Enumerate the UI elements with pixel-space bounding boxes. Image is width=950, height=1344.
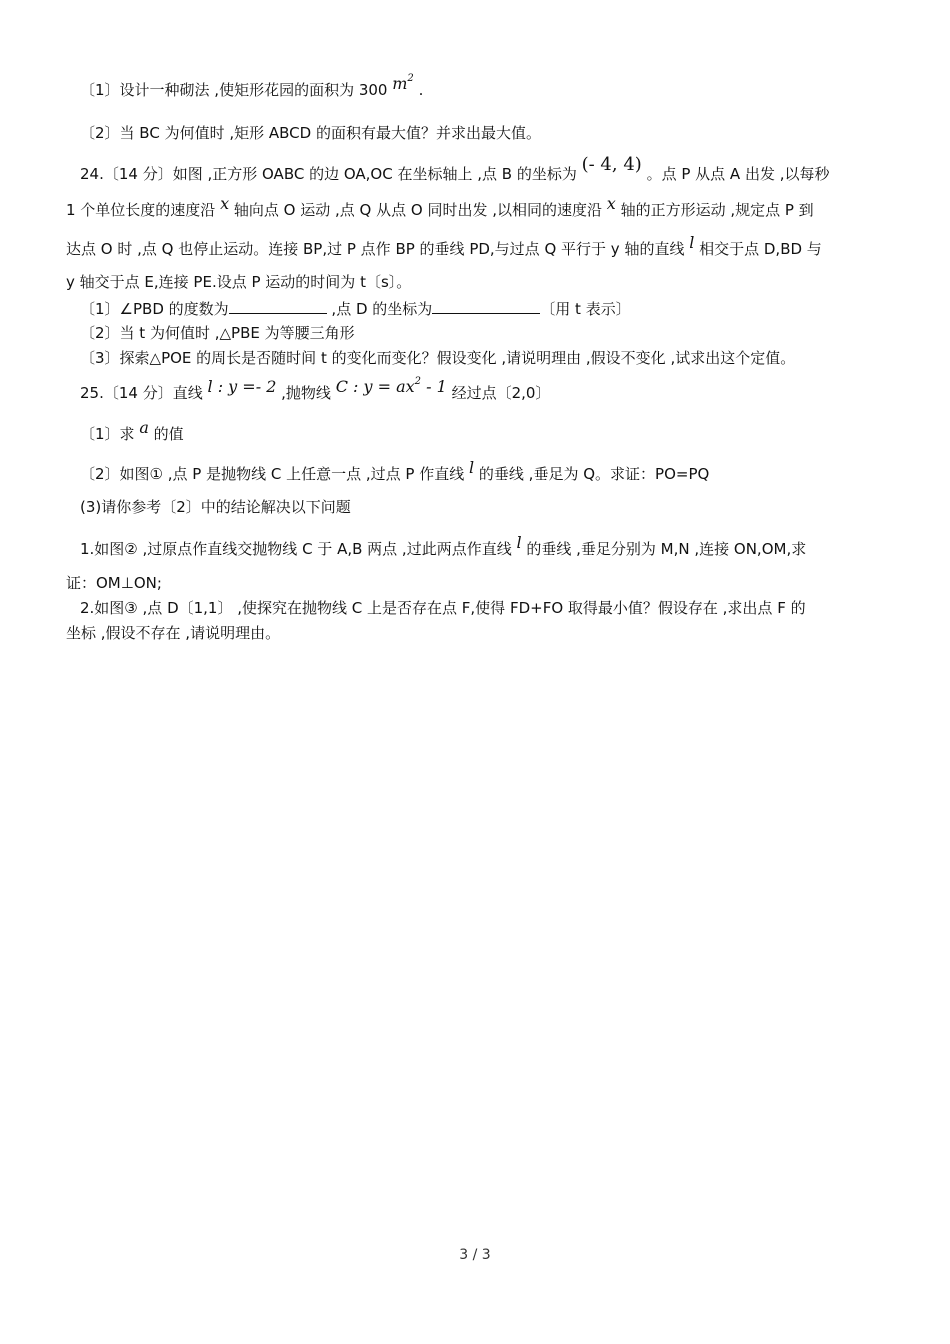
math-var: l — [469, 458, 475, 477]
text-run: 轴的正方形运动 ,规定点 P 到 — [615, 201, 814, 219]
text-run: 相交于点 D,BD 与 — [694, 240, 822, 258]
q25-part3-sub2-cont: 坐标 ,假设不存在 ,请说明理由。 — [66, 624, 281, 642]
answer-blank[interactable] — [229, 299, 327, 314]
text-run: 轴向点 O 运动 ,点 Q 从点 O 同时出发 ,以相同的速度沿 — [229, 201, 607, 219]
q24-part3: 〔3〕探索△POE 的周长是否随时间 t 的变化而变化？假设变化 ,请说明理由 ,假设不变化 ,试求出这个定值。 — [80, 349, 796, 367]
q24-part1 — [80, 299, 631, 318]
math-var: x — [220, 194, 230, 213]
text-run: 〔2〕如图① ,点 P 是抛物线 C 上任意一点 ,过点 P 作直线 — [80, 465, 470, 483]
text-run: 的垂线 ,垂足为 Q。求证：PO=PQ — [474, 465, 710, 483]
q24-part2: 〔2〕当 t 为何值时 ,△PBE 为等腰三角形 — [80, 324, 355, 342]
math-coordinate: (- 4, 4) — [581, 154, 642, 175]
page-number: 3 / 3 — [459, 1247, 491, 1263]
q23-part1 — [80, 73, 424, 99]
q25-part3-sub1-cont: 证：OM⊥ON; — [66, 574, 162, 592]
math-unit: $m^2$ — [392, 73, 414, 93]
q25-part2 — [80, 458, 710, 483]
text-run: 的值 — [148, 425, 184, 443]
text-run: ,抛物线 — [276, 384, 336, 402]
text-run: 。点 P 从点 A 出发 ,以每秒 — [641, 165, 830, 183]
answer-blank[interactable] — [432, 299, 540, 314]
text-run: 经过点〔2,0〕 — [446, 384, 551, 402]
q25-stem — [80, 376, 551, 402]
text-run: 25.〔14 分〕直线 — [80, 384, 208, 402]
text-run: 〔1〕求 — [80, 425, 140, 443]
q24-stem-line1 — [80, 154, 830, 185]
q25-part3-sub1 — [80, 533, 807, 558]
math-var: a — [139, 418, 149, 437]
text-run: 1 个单位长度的速度沿 — [66, 201, 221, 219]
q25-part3-sub2: 2.如图③ ,点 D〔1,1〕 ,使探究在抛物线 C 上是否存在点 F,使得 FD+FO 取得最小值？假设存在 ,求出点 F 的 — [80, 599, 806, 617]
text-run: 达点 O 时 ,点 Q 也停止运动。连接 BP,过 P 点作 BP 的垂线 PD,与过点 Q 平行于 y 轴的直线 — [66, 240, 690, 258]
q23-part2: 〔2〕当 BC 为何值时 ,矩形 ABCD 的面积有最大值？并求出最大值。 — [80, 124, 541, 142]
math-var: x — [606, 194, 616, 213]
text-run: 〔1〕∠PBD 的度数为 — [80, 300, 229, 318]
text-run: . — [413, 81, 424, 99]
math-var: l — [516, 533, 522, 552]
text-run: 〔1〕设计一种砌法 ,使矩形花园的面积为 300 — [80, 81, 393, 99]
math-expr: l : y =- 2 — [207, 377, 277, 396]
q25-part1 — [80, 418, 184, 443]
text-run: 1.如图② ,过原点作直线交抛物线 C 于 A,B 两点 ,过此两点作直线 — [80, 540, 517, 558]
q24-stem-line2 — [66, 194, 814, 219]
q24-stem-line4: y 轴交于点 E,连接 PE.设点 P 运动的时间为 t〔s〕。 — [66, 273, 412, 291]
text-run: 的垂线 ,垂足分别为 M,N ,连接 ON,OM,求 — [521, 540, 807, 558]
text-run: 24.〔14 分〕如图 ,正方形 OABC 的边 OA,OC 在坐标轴上 ,点 B 的坐标为 — [80, 165, 582, 183]
q24-stem-line3 — [66, 233, 822, 258]
text-run: ,点 D 的坐标为 — [326, 300, 433, 318]
q25-part3: (3)请你参考〔2〕中的结论解决以下问题 — [80, 498, 351, 516]
math-var: l — [689, 233, 695, 252]
math-expr: C : $y = ax^2 - 1$ — [335, 376, 447, 396]
text-run: 〔用 t 表示〕 — [540, 300, 631, 318]
